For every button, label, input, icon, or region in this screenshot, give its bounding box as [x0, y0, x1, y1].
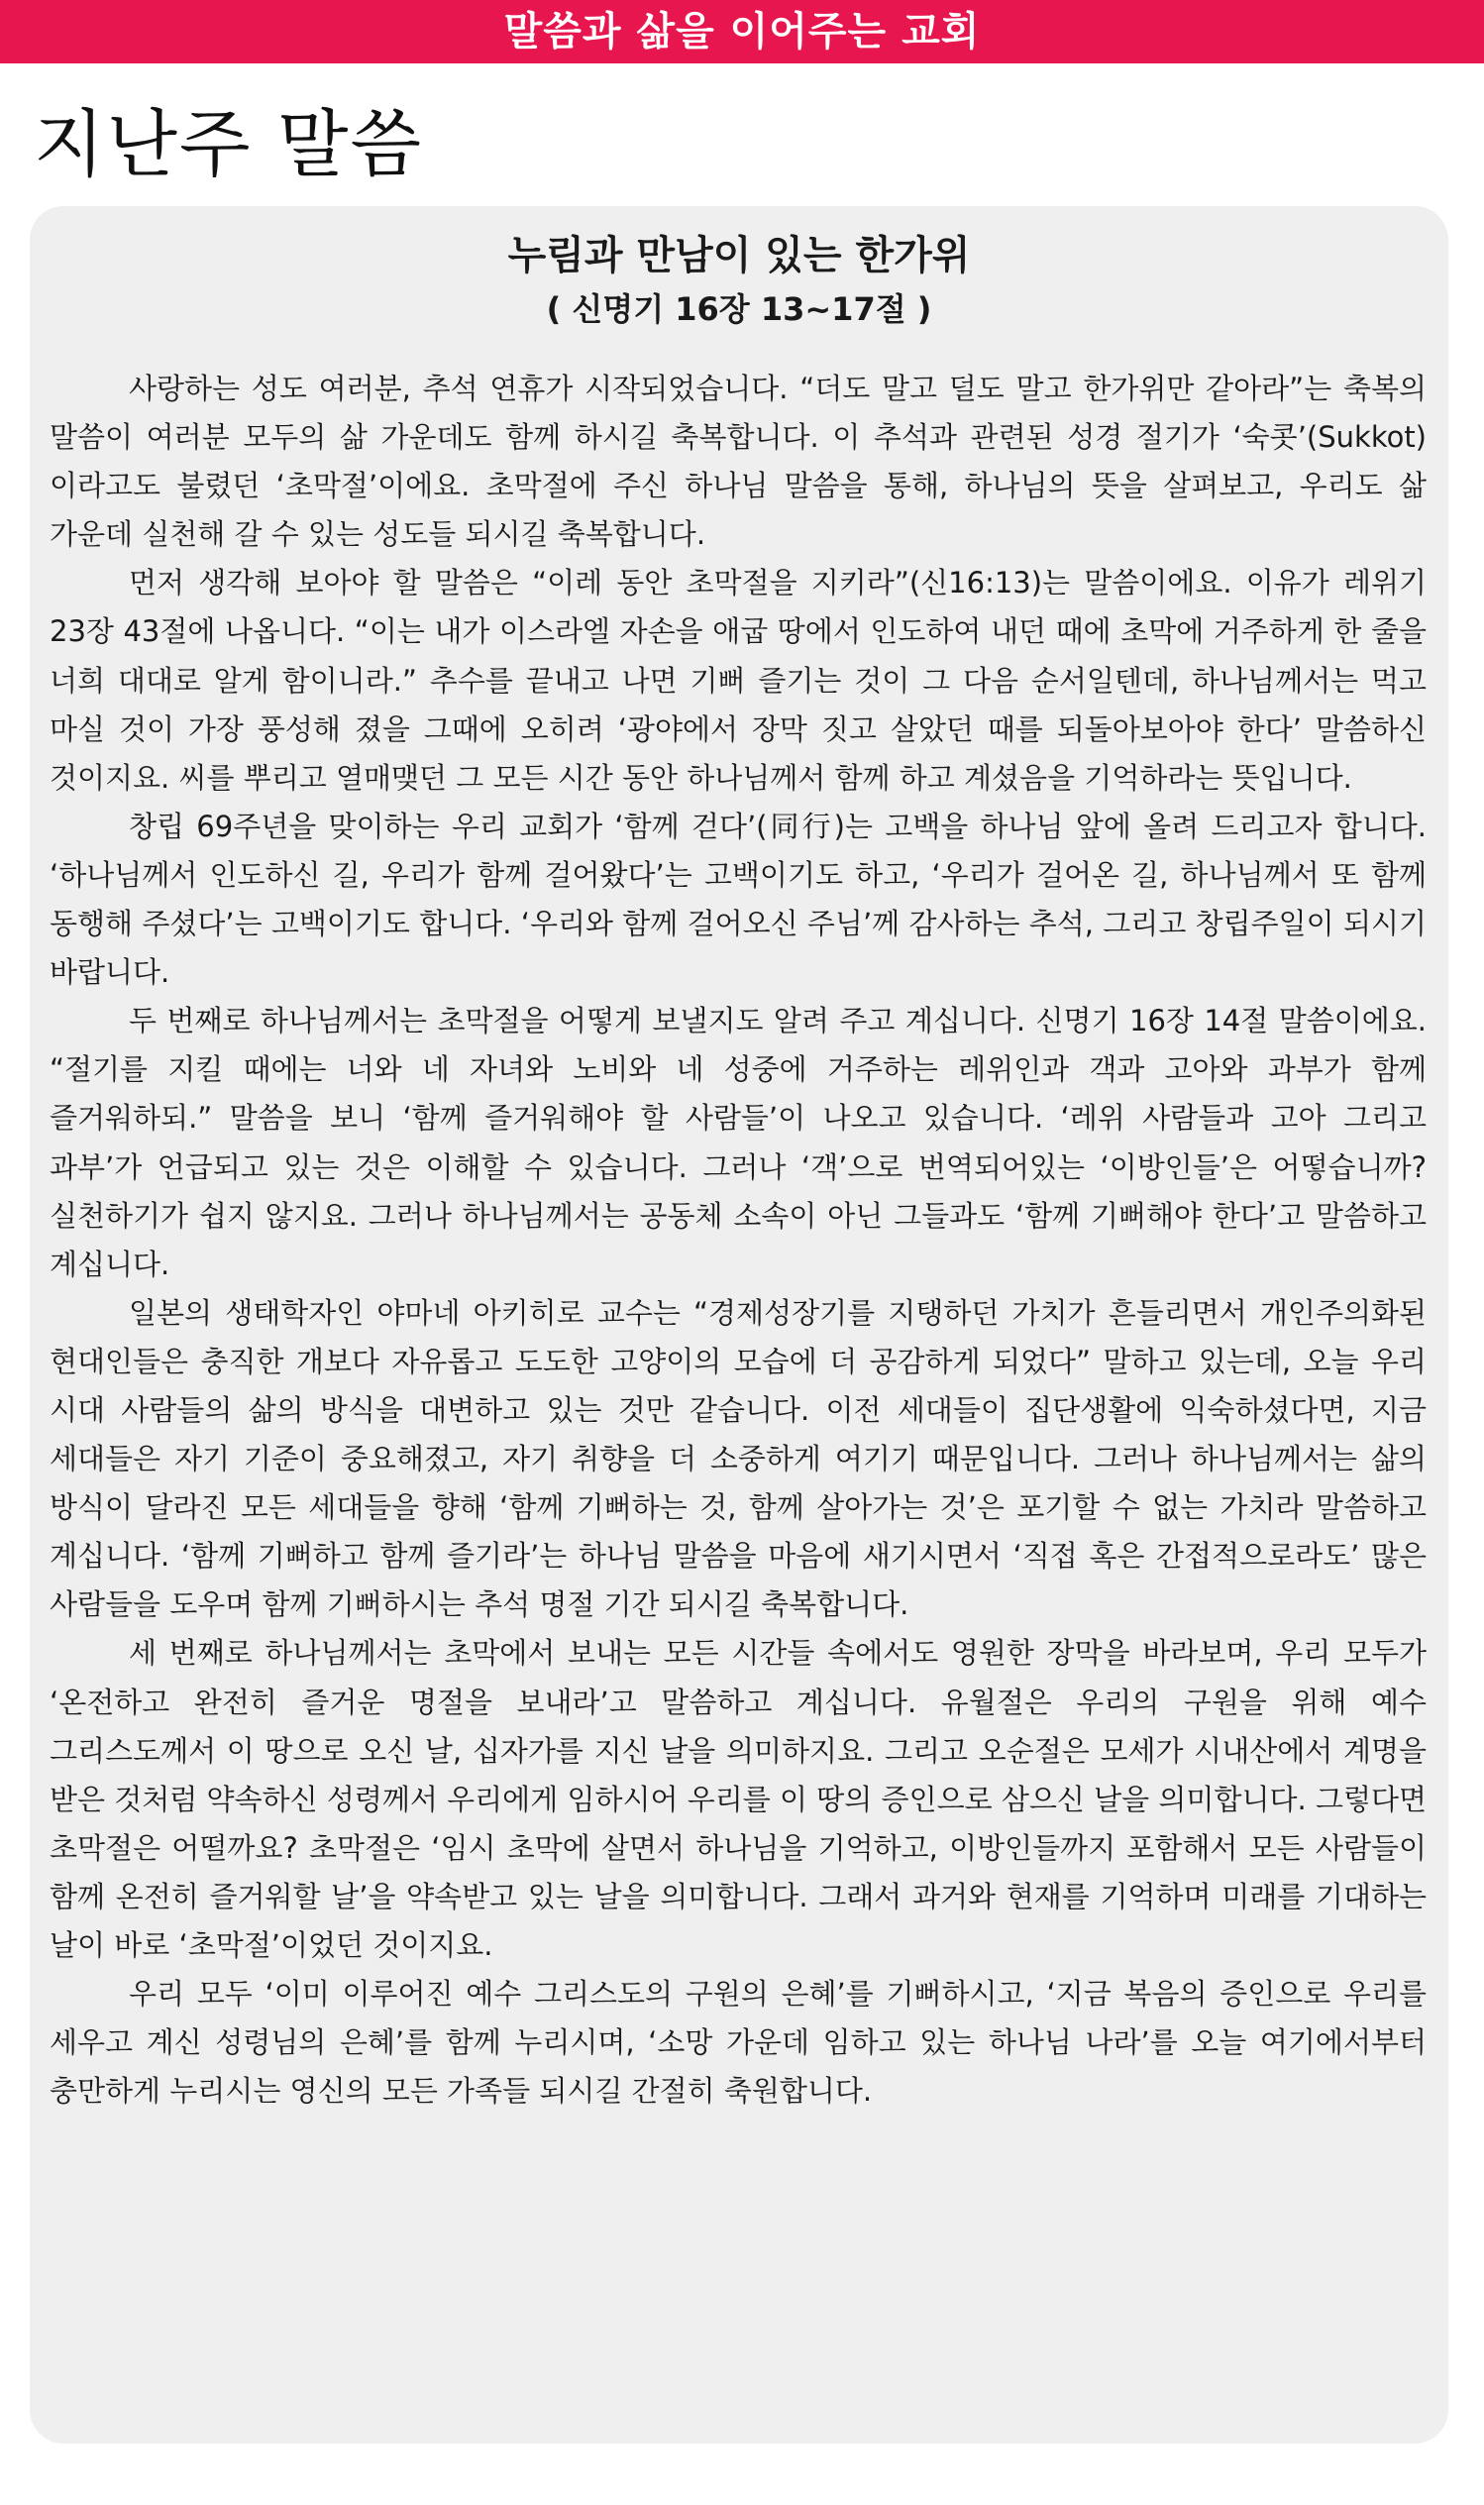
scripture-reference: ( 신명기 16장 13~17절 ): [546, 290, 932, 328]
sermon-paragraph: 사랑하는 성도 여러분, 추석 연휴가 시작되었습니다. “더도 말고 덜도 말고 한가위만 같아라”는 축복의 말씀이 여러분 모두의 삶 가운데도 함께 하시길 축복합니다. 이 추석과 관련된 성경 절기가 ‘숙콧’(Sukkot)이라고도 불렸던 ‘초막절’이에요. 초막절에 주신 하나님 말씀을 통해, 하나님의 뜻을 살펴보고, 우리도 삶 가운데 실천해 갈 수 있는 성도들 되시길 축복합니다.: [50, 372, 1427, 552]
sermon-card: [30, 206, 1448, 2444]
page-title: 지난주 말씀: [34, 102, 423, 187]
sermon-paragraph: 세 번째로 하나님께서는 초막에서 보내는 모든 시간들 속에서도 영원한 장막을 바라보며, 우리 모두가 ‘온전하고 완전히 즐거운 명절을 보내라’고 말씀하고 계십니다. 유월절은 우리의 구원을 위해 예수 그리스도께서 이 땅으로 오신 날, 십자가를 지신 날을 의미하지요. 그리고 오순절은 모세가 시내산에서 계명을 받은 것처럼 약속하신 성령께서 우리에게 임하시어 우리를 이 땅의 증인으로 삼으신 날을 의미합니다. 그렇다면 초막절은 어떨까요? 초막절은 ‘임시 초막에 살면서 하나님을 기억하고, 이방인들까지 포함해서 모든 사람들이 함께 온전히 즐거워할 날’을 약속받고 있는 날을 의미합니다. 그래서 과거와 현재를 기억하며 미래를 기대하는 날이 바로 ‘초막절’이었던 것이지요.: [50, 1636, 1427, 1962]
sermon-paragraph: 일본의 생태학자인 야마네 아키히로 교수는 “경제성장기를 지탱하던 가치가 흔들리면서 개인주의화된 현대인들은 충직한 개보다 자유롭고 도도한 고양이의 모습에 더 공감하게 되었다” 말하고 있는데, 오늘 우리 시대 사람들의 삶의 방식을 대변하고 있는 것만 같습니다. 이전 세대들이 집단생활에 익숙하셨다면, 지금 세대들은 자기 기준이 중요해졌고, 자기 취향을 더 소중하게 여기기 때문입니다. 그러나 하나님께서는 삶의 방식이 달라진 모든 세대들을 향해 ‘함께 기뻐하는 것, 함께 살아가는 것’은 포기할 수 없는 가치라 말씀하고 계십니다. ‘함께 기뻐하고 함께 즐기라’는 하나님 말씀을 마음에 새기시면서 ‘직접 혹은 간접적으로라도’ 많은 사람들을 도우며 함께 기뻐하시는 추석 명절 기간 되시길 축복합니다.: [50, 1295, 1427, 1622]
sermon-paragraph: 창립 69주년을 맞이하는 우리 교회가 ‘함께 걷다’(同行)는 고백을 하나님 앞에 올려 드리고자 합니다. ‘하나님께서 인도하신 길, 우리가 함께 걸어왔다’는 고백이기도 하고, ‘우리가 걸어온 길, 하나님께서 또 함께 동행해 주셨다’는 고백이기도 합니다. ‘우리와 함께 걸어오신 주님’께 감사하는 추석, 그리고 창립주일이 되시기 바랍니다.: [50, 809, 1427, 990]
sermon-paragraph: 두 번째로 하나님께서는 초막절을 어떻게 보낼지도 알려 주고 계십니다. 신명기 16장 14절 말씀이에요. “절기를 지킬 때에는 너와 네 자녀와 노비와 네 성중에 거주하는 레위인과 객과 고아와 과부가 함께 즐거워하되.” 말씀을 보니 ‘함께 즐거워해야 할 사람들’이 나오고 있습니다. ‘레위 사람들과 고아 그리고 과부’가 언급되고 있는 것은 이해할 수 있습니다. 그러나 ‘객’으로 번역되어있는 ‘이방인들’은 어떻습니까? 실천하기가 쉽지 않지요. 그러나 하나님께서는 공동체 소속이 아닌 그들과도 ‘함께 기뻐해야 한다’고 말씀하고 계십니다.: [50, 1004, 1427, 1281]
sermon-paragraph: 먼저 생각해 보아야 할 말씀은 “이레 동안 초막절을 지키라”(신16:13)는 말씀이에요. 이유가 레위기 23장 43절에 나옵니다. “이는 내가 이스라엘 자손을 애굽 땅에서 인도하여 내던 때에 초막에 거주하게 한 줄을 너희 대대로 알게 함이니라.” 추수를 끝내고 나면 기뻐 즐기는 것이 그 다음 순서일텐데, 하나님께서는 먹고 마실 것이 가장 풍성해 졌을 그때에 오히려 ‘광야에서 장막 짓고 살았던 때를 되돌아보아야 한다’ 말씀하신 것이지요. 씨를 뿌리고 열매맺던 그 모든 시간 동안 하나님께서 함께 하고 계셨음을 기억하라는 뜻입니다.: [50, 566, 1427, 795]
sermon-body: [50, 365, 1427, 2116]
church-slogan: 말씀과 삶을 이어주는 교회: [503, 9, 981, 54]
church-slogan-banner: [0, 0, 1484, 63]
sermon-title: 누림과 만남이 있는 한가위: [507, 233, 971, 278]
sermon-paragraph: 우리 모두 ‘이미 이루어진 예수 그리스도의 구원의 은혜’를 기뻐하시고, ‘지금 복음의 증인으로 우리를 세우고 계신 성령님의 은혜’를 함께 누리시며, ‘소망 가운데 임하고 있는 하나님 나라’를 오늘 여기에서부터 충만하게 누리시는 영신의 모든 가족들 되시길 간절히 축원합니다.: [50, 1977, 1427, 2109]
